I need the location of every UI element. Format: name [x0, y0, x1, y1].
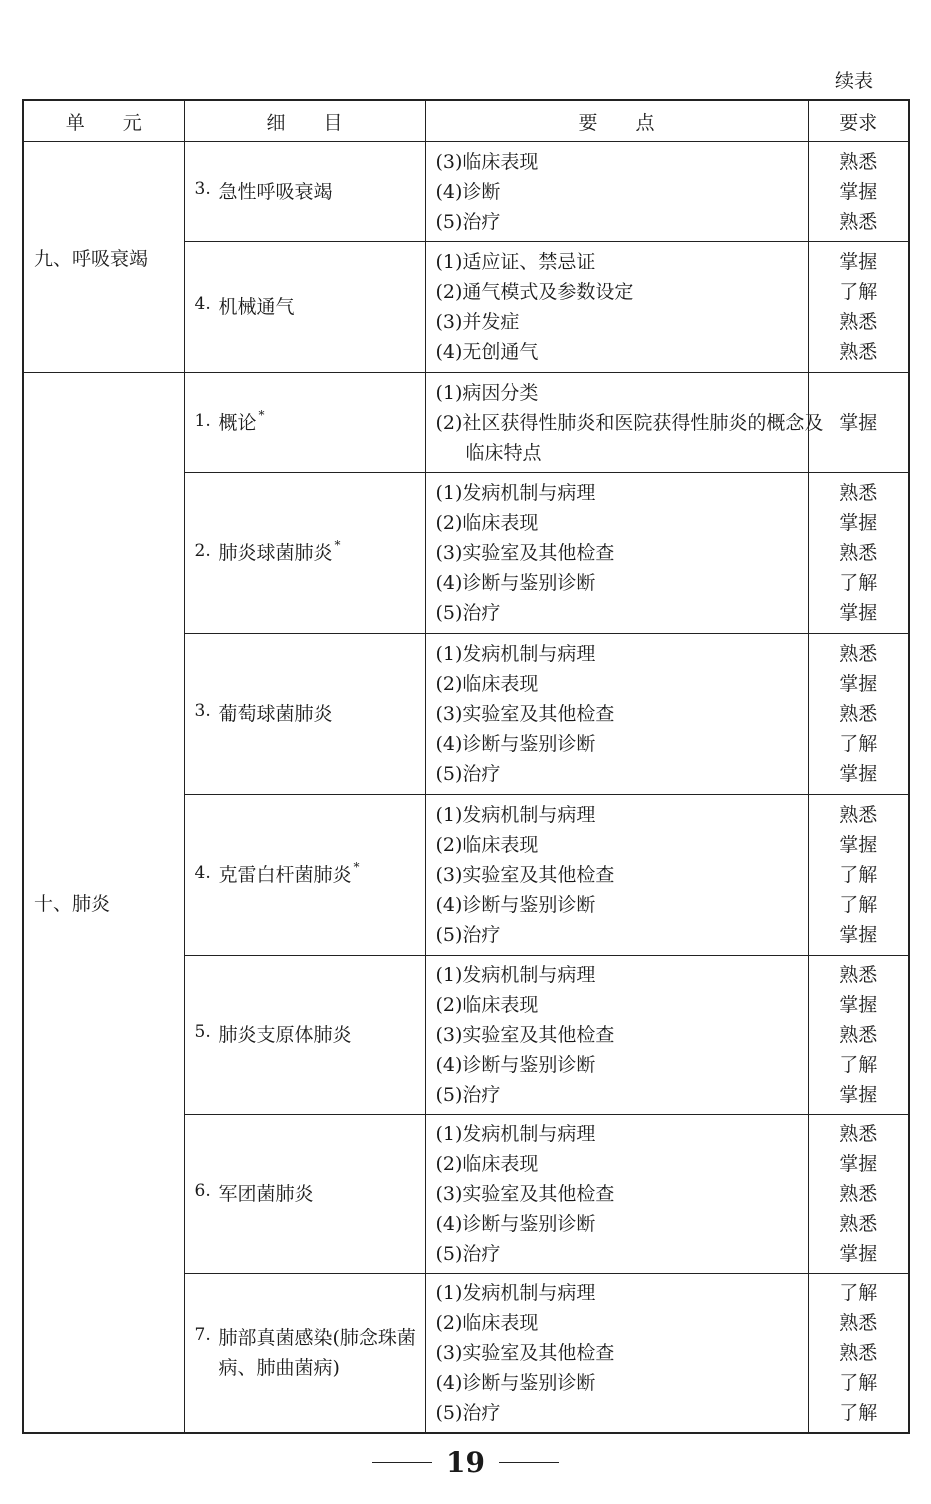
- point-line: (4)诊断: [435, 180, 501, 203]
- point-line: (1)适应证、禁忌证: [435, 251, 596, 273]
- table-row: [23, 142, 909, 242]
- requirement-cell: [808, 795, 909, 956]
- footer-rule-left: [372, 1462, 432, 1463]
- point-line: (1)病因分类: [435, 381, 539, 404]
- item-cell: [184, 473, 425, 634]
- requirement-value: 熟悉: [839, 804, 878, 826]
- point-line: (3)实验室及其他检查: [435, 542, 615, 564]
- requirement-value: 熟悉: [839, 341, 878, 363]
- requirement-value: 熟悉: [839, 542, 878, 564]
- requirement-value: 掌握: [839, 924, 878, 946]
- requirement-value: 了解: [839, 1372, 878, 1394]
- item-number: 6.: [194, 1181, 211, 1201]
- requirement-value: 熟悉: [839, 1312, 878, 1334]
- unit-cell: 九、呼吸衰竭: [23, 142, 184, 373]
- item-cell: [184, 1274, 425, 1434]
- points-cell: [425, 1115, 808, 1274]
- points-cell: [425, 142, 808, 242]
- item-cell: [184, 242, 425, 373]
- requirement-value: 熟悉: [839, 1342, 878, 1364]
- header-item: 细 目: [184, 100, 425, 142]
- requirement-value: 了解: [839, 1402, 878, 1424]
- syllabus-table: [22, 99, 910, 1434]
- requirement-value: 了解: [839, 281, 878, 303]
- point-line: (2)临床表现: [435, 834, 539, 856]
- requirement-cell: [808, 473, 909, 634]
- point-line: (2)社区获得性肺炎和医院获得性肺炎的概念及临床特点: [435, 411, 824, 464]
- star-mark: *: [334, 538, 341, 552]
- requirement-value: 熟悉: [839, 1024, 878, 1046]
- requirement-value: 掌握: [839, 763, 878, 785]
- point-line: (4)诊断与鉴别诊断: [435, 1054, 596, 1076]
- item-cell: [184, 373, 425, 473]
- point-line: (1)发病机制与病理: [435, 804, 596, 826]
- point-line: (4)诊断与鉴别诊断: [435, 1372, 596, 1394]
- point-line: (3)实验室及其他检查: [435, 864, 615, 886]
- item-name: 肺炎支原体肺炎: [218, 1024, 352, 1046]
- item-number: 4.: [194, 863, 211, 884]
- point-line: (1)发病机制与病理: [435, 1123, 596, 1145]
- point-line: (2)临床表现: [435, 1153, 539, 1175]
- header-points: 要 点: [425, 100, 808, 142]
- section-respiratory-failure: [23, 142, 909, 373]
- point-line: (5)治疗: [435, 602, 501, 624]
- point-line: (2)临床表现: [435, 512, 539, 534]
- point-line: (5)治疗: [435, 1243, 501, 1265]
- requirement-value: 熟悉: [839, 1123, 878, 1145]
- requirement-value: 了解: [839, 1282, 878, 1304]
- requirement-value: 熟悉: [839, 210, 878, 233]
- item-name: 概论: [218, 411, 257, 434]
- section-pneumonia: [23, 373, 909, 1434]
- header-requirement: 要求: [808, 100, 909, 142]
- table-row: [23, 373, 909, 473]
- item-name: 克雷白杆菌肺炎: [218, 864, 352, 886]
- item-number: 7.: [194, 1325, 211, 1345]
- point-line: (1)发病机制与病理: [435, 482, 596, 504]
- requirement-value: 熟悉: [839, 1183, 878, 1205]
- item-number: 3.: [194, 701, 211, 721]
- points-cell: [425, 242, 808, 373]
- item-name: 军团菌肺炎: [218, 1183, 314, 1205]
- point-line: (1)发病机制与病理: [435, 1282, 596, 1304]
- item-cell: [184, 634, 425, 795]
- point-line: (1)发病机制与病理: [435, 643, 596, 665]
- requirement-value: 熟悉: [839, 311, 878, 333]
- points-cell: [425, 473, 808, 634]
- unit-cell: 十、肺炎: [23, 373, 184, 1434]
- requirement-value: 了解: [839, 572, 878, 594]
- points-cell: [425, 1274, 808, 1434]
- point-line: (5)治疗: [435, 924, 501, 946]
- requirement-value: 熟悉: [839, 643, 878, 665]
- requirement-value: 熟悉: [839, 482, 878, 504]
- point-line: (3)实验室及其他检查: [435, 1342, 615, 1364]
- item-name: 肺炎球菌肺炎: [218, 542, 333, 564]
- requirement-cell: [808, 634, 909, 795]
- requirement-value: 熟悉: [839, 703, 878, 725]
- item-number: 3.: [194, 178, 211, 199]
- item-cell: [184, 1115, 425, 1274]
- item-cell: [184, 142, 425, 242]
- point-line: (5)治疗: [435, 210, 501, 233]
- item-name: 肺部真菌感染(肺念珠菌病、肺曲菌病): [218, 1327, 416, 1379]
- requirement-cell: [808, 956, 909, 1115]
- point-line: (2)临床表现: [435, 1312, 539, 1334]
- points-cell: [425, 634, 808, 795]
- requirement-cell: [808, 1115, 909, 1274]
- point-line: (2)通气模式及参数设定: [435, 281, 634, 303]
- item-name: 机械通气: [218, 296, 295, 318]
- point-line: (2)临床表现: [435, 673, 539, 695]
- footer-rule-right: [499, 1462, 559, 1463]
- requirement-value: 掌握: [839, 411, 878, 434]
- continued-label: 续表: [834, 70, 873, 92]
- star-mark: *: [258, 407, 265, 422]
- points-cell: [425, 795, 808, 956]
- points-cell: [425, 373, 824, 473]
- header-unit: 单 元: [23, 100, 184, 142]
- page-number: 19: [446, 1446, 485, 1479]
- requirement-value: 掌握: [839, 602, 878, 624]
- item-name: 葡萄球菌肺炎: [218, 703, 333, 725]
- point-line: (1)发病机制与病理: [435, 964, 596, 986]
- requirement-value: 掌握: [839, 1084, 878, 1106]
- requirement-value: 掌握: [839, 673, 878, 695]
- point-line: (3)并发症: [435, 311, 520, 333]
- point-line: (2)临床表现: [435, 994, 539, 1016]
- requirement-value: 熟悉: [839, 1213, 878, 1235]
- point-line: (4)无创通气: [435, 341, 539, 363]
- point-line: (4)诊断与鉴别诊断: [435, 733, 596, 755]
- table-header-row: [23, 100, 909, 142]
- star-mark: *: [353, 860, 360, 874]
- requirement-value: 掌握: [839, 180, 878, 203]
- page-footer: [0, 1446, 931, 1479]
- item-number: 2.: [194, 541, 211, 562]
- item-cell: [184, 795, 425, 956]
- item-number: 1.: [194, 410, 211, 431]
- requirement-value: 了解: [839, 894, 878, 916]
- requirement-value: 了解: [839, 733, 878, 755]
- point-line: (5)治疗: [435, 1084, 501, 1106]
- requirement-value: 掌握: [839, 512, 878, 534]
- requirement-value: 了解: [839, 1054, 878, 1076]
- point-line: (5)治疗: [435, 763, 501, 785]
- point-line: (4)诊断与鉴别诊断: [435, 572, 596, 594]
- item-name: 急性呼吸衰竭: [218, 180, 333, 203]
- point-line: (3)实验室及其他检查: [435, 1024, 615, 1046]
- requirement-value: 掌握: [839, 251, 878, 273]
- requirement-value: 了解: [839, 864, 878, 886]
- point-line: (5)治疗: [435, 1402, 501, 1424]
- points-cell: [425, 956, 808, 1115]
- requirement-cell: [808, 242, 909, 373]
- point-line: (3)临床表现: [435, 150, 539, 173]
- requirement-cell: [808, 1274, 909, 1434]
- point-line: (3)实验室及其他检查: [435, 703, 615, 725]
- requirement-value: 熟悉: [839, 150, 878, 173]
- item-number: 4.: [194, 294, 211, 314]
- requirement-value: 熟悉: [839, 964, 878, 986]
- point-line: (3)实验室及其他检查: [435, 1183, 615, 1205]
- requirement-value: 掌握: [839, 994, 878, 1016]
- point-line: (4)诊断与鉴别诊断: [435, 1213, 596, 1235]
- item-cell: [184, 956, 425, 1115]
- requirement-value: 掌握: [839, 1243, 878, 1265]
- requirement-cell: [808, 142, 909, 242]
- requirement-value: 掌握: [839, 1153, 878, 1175]
- item-number: 5.: [194, 1022, 211, 1042]
- requirement-value: 掌握: [839, 834, 878, 856]
- point-line: (4)诊断与鉴别诊断: [435, 894, 596, 916]
